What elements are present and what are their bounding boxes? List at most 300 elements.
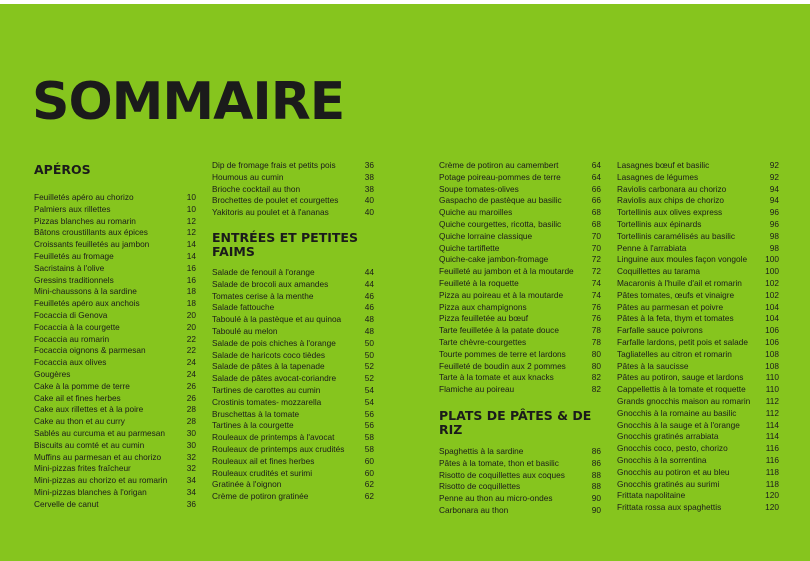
- page-number: 60: [364, 467, 374, 478]
- recipe-name: Penne au thon au micro-ondes: [439, 493, 553, 504]
- page-number: 64: [591, 171, 601, 182]
- page-number: 98: [769, 242, 779, 253]
- recipe-name: Gnocchis à la sorrentina: [617, 454, 707, 465]
- page-number: 58: [364, 443, 374, 454]
- recipe-name: Feuilleté de boudin aux 2 pommes: [439, 360, 566, 371]
- page-number: 48: [364, 314, 374, 325]
- recipe-name: Crème de potiron au camembert: [439, 160, 559, 170]
- recipe-name: Tomates cerise à la menthe: [212, 290, 314, 301]
- recipe-name: Gougères: [34, 368, 71, 379]
- toc-entry: [617, 290, 779, 302]
- recipe-name: Pâtes au parmesan et poivre: [617, 301, 724, 312]
- toc-entry: [212, 444, 374, 456]
- page-number: 88: [591, 481, 601, 492]
- page-number: 76: [591, 301, 601, 312]
- toc-entry: [617, 502, 779, 514]
- recipe-name: Sacristains à l'olive: [34, 262, 105, 273]
- page-number: 56: [364, 420, 374, 431]
- recipe-name: Pizza feuilletée au bœuf: [439, 313, 529, 324]
- toc-entry: [34, 227, 196, 239]
- recipe-name: Gnocchis gratinés arrabiata: [617, 431, 719, 442]
- toc-entry: [439, 278, 601, 290]
- toc-entry: [617, 479, 779, 491]
- page-number: 32: [186, 463, 196, 474]
- recipe-name: Croissants feuilletés au jambon: [34, 239, 150, 250]
- page-number: 82: [591, 372, 601, 383]
- page-number: 108: [765, 360, 779, 371]
- page-number: 70: [591, 230, 601, 241]
- toc-entry: [34, 475, 196, 487]
- toc-entry: [212, 291, 374, 303]
- recipe-name: Quiche tartiflette: [439, 242, 500, 253]
- toc-entry: [439, 313, 601, 325]
- page-number: 110: [765, 372, 779, 383]
- page-number: 58: [364, 432, 374, 443]
- recipe-name: Lasagnes de légumes: [617, 171, 699, 182]
- recipe-name: Gnocchis à la romaine au basilic: [617, 407, 737, 418]
- page-number: 112: [765, 395, 779, 406]
- toc-entry: [34, 239, 196, 251]
- recipe-name: Risotto de coquillettes: [439, 481, 521, 492]
- toc-entry: [34, 251, 196, 263]
- recipe-name: Rouleaux ail et fines herbes: [212, 455, 315, 466]
- section-title-entrees: ENTRÉES ET PETITES FAIMS: [212, 229, 358, 259]
- toc-entry: [617, 349, 779, 361]
- toc-column-3: [439, 160, 601, 517]
- page-number: 18: [186, 298, 196, 309]
- toc-column-2: [212, 160, 374, 503]
- toc-list-aperos-continued: [212, 160, 374, 219]
- toc-entry: [212, 184, 374, 196]
- page-number: 114: [765, 419, 779, 430]
- toc-entry: [34, 393, 196, 405]
- page-number: 44: [364, 278, 374, 289]
- toc-entry: [212, 326, 374, 338]
- page-number: 106: [765, 336, 779, 347]
- recipe-name: Crostinis tomates- mozzarella: [212, 396, 322, 407]
- toc-entry: [617, 443, 779, 455]
- recipe-name: Tarte feuilletée à la patate douce: [439, 325, 559, 336]
- toc-list-entrees: [212, 267, 374, 503]
- recipe-name: Tortellinis aux épinards: [617, 218, 702, 229]
- recipe-name: Bruschettas à la tomate: [212, 408, 300, 419]
- toc-column-1: [34, 163, 196, 511]
- toc-entry: [212, 420, 374, 432]
- recipe-name: Tarte chèvre-courgettes: [439, 336, 527, 347]
- page-number: 120: [765, 502, 779, 513]
- toc-entry: [212, 409, 374, 421]
- toc-entry: [439, 302, 601, 314]
- recipe-name: Gnocchis à la sauge et à l'orange: [617, 419, 740, 430]
- page-number: 48: [364, 325, 374, 336]
- toc-entry: [439, 361, 601, 373]
- page-number: 16: [186, 262, 196, 273]
- toc-entry: [439, 337, 601, 349]
- page-number: 54: [364, 396, 374, 407]
- recipe-name: Grands gnocchis maison au romarin: [617, 395, 751, 406]
- toc-entry: [439, 231, 601, 243]
- page-number: 34: [186, 475, 196, 486]
- recipe-name: Soupe tomates-olives: [439, 183, 519, 194]
- recipe-name: Feuilleté à la roquette: [439, 277, 519, 288]
- recipe-name: Feuilleté au jambon et à la moutarde: [439, 266, 574, 277]
- toc-entry: [34, 499, 196, 511]
- toc-entry: [212, 385, 374, 397]
- page-number: 18: [186, 286, 196, 297]
- toc-entry: [617, 195, 779, 207]
- recipe-name: Gnocchis coco, pesto, chorizo: [617, 443, 728, 454]
- toc-entry: [34, 310, 196, 322]
- toc-list-entrees-continued: [439, 160, 601, 396]
- page-number: 54: [364, 384, 374, 395]
- page-number: 46: [364, 290, 374, 301]
- toc-entry: [34, 192, 196, 204]
- recipe-name: Cervelle de canut: [34, 498, 99, 509]
- page-number: 62: [364, 491, 374, 502]
- toc-entry: [617, 467, 779, 479]
- recipe-name: Tortellinis caramélisés au basilic: [617, 230, 736, 241]
- toc-entry: [34, 428, 196, 440]
- page-number: 76: [591, 313, 601, 324]
- page-number: 10: [186, 192, 196, 202]
- recipe-name: Feuilletés au fromage: [34, 250, 114, 261]
- page-number: 104: [765, 313, 779, 324]
- recipe-name: Penne à l'arrabiata: [617, 242, 687, 253]
- page-number: 66: [591, 183, 601, 194]
- recipe-name: Gnocchis au potiron et au bleu: [617, 466, 730, 477]
- page-number: 16: [186, 274, 196, 285]
- page-number: 86: [591, 445, 601, 456]
- recipe-name: Mini-chaussons à la sardine: [34, 286, 137, 297]
- toc-entry: [212, 491, 374, 503]
- toc-entry: [34, 345, 196, 357]
- recipe-name: Lasagnes bœuf et basilic: [617, 160, 710, 170]
- page-number: 74: [591, 277, 601, 288]
- page-number: 100: [765, 266, 779, 277]
- toc-entry: [34, 416, 196, 428]
- toc-entry: [439, 481, 601, 493]
- toc-entry: [34, 487, 196, 499]
- page-number: 52: [364, 361, 374, 372]
- recipe-name: Gaspacho de pastèque au basilic: [439, 195, 562, 206]
- recipe-name: Tourte pommes de terre et lardons: [439, 348, 566, 359]
- page-number: 14: [186, 250, 196, 261]
- recipe-name: Tartines de carottes au cumin: [212, 384, 321, 395]
- toc-entry: [34, 369, 196, 381]
- toc-entry: [617, 172, 779, 184]
- page-number: 14: [186, 239, 196, 250]
- page-number: 92: [769, 171, 779, 182]
- page-number: 72: [591, 266, 601, 277]
- page-number: 114: [765, 431, 779, 442]
- recipe-name: Raviolis carbonara au chorizo: [617, 183, 727, 194]
- toc-entry: [617, 408, 779, 420]
- toc-entry: [617, 325, 779, 337]
- toc-entry: [439, 505, 601, 517]
- toc-entry: [212, 302, 374, 314]
- page-number: 22: [186, 333, 196, 344]
- recipe-name: Brochettes de poulet et courgettes: [212, 195, 339, 206]
- toc-entry: [212, 172, 374, 184]
- recipe-name: Mini-pizzas au chorizo et au romarin: [34, 475, 168, 486]
- recipe-name: Tarte à la tomate et aux knacks: [439, 372, 554, 383]
- recipe-name: Palmiers aux rillettes: [34, 203, 111, 214]
- recipe-name: Flamiche au poireau: [439, 384, 515, 395]
- page-number: 26: [186, 392, 196, 403]
- recipe-name: Dip de fromage frais et petits pois: [212, 160, 336, 170]
- toc-entry: [439, 207, 601, 219]
- toc-entry: [439, 470, 601, 482]
- recipe-name: Linguine aux moules façon vongole: [617, 254, 748, 265]
- page-number: 10: [186, 203, 196, 214]
- toc-entry: [617, 372, 779, 384]
- toc-entry: [212, 279, 374, 291]
- page-number: 28: [186, 404, 196, 415]
- toc-entry: [617, 219, 779, 231]
- recipe-name: Bâtons croustillants aux épices: [34, 227, 148, 238]
- page-number: 40: [364, 195, 374, 206]
- recipe-name: Risotto de coquillettes aux coques: [439, 469, 565, 480]
- recipe-name: Focaccia aux olives: [34, 357, 107, 368]
- toc-entry: [617, 278, 779, 290]
- toc-entry: [212, 160, 374, 172]
- recipe-name: Cake à la pomme de terre: [34, 380, 130, 391]
- page-number: 106: [765, 325, 779, 336]
- toc-entry: [34, 204, 196, 216]
- page-number: 96: [769, 207, 779, 218]
- page-number: 28: [186, 416, 196, 427]
- page-number: 38: [364, 183, 374, 194]
- toc-entry: [212, 373, 374, 385]
- recipe-name: Feuilletés apéro aux anchois: [34, 298, 140, 309]
- recipe-name: Pâtes à la tomate, thon et basilic: [439, 457, 559, 468]
- toc-list-pates-continued: [617, 160, 779, 514]
- page-number: 80: [591, 348, 601, 359]
- toc-entry: [439, 458, 601, 470]
- page-number: 40: [364, 207, 374, 218]
- toc-entry: [212, 397, 374, 409]
- toc-entry: [617, 207, 779, 219]
- page-number: 118: [765, 466, 779, 477]
- recipe-name: Focaccia au romarin: [34, 333, 110, 344]
- page-number: 96: [769, 218, 779, 229]
- toc-entry: [439, 384, 601, 396]
- recipe-name: Houmous au cumin: [212, 171, 284, 182]
- page-number: 120: [765, 490, 779, 501]
- toc-list-pates: [439, 446, 601, 517]
- recipe-name: Tagliatelles au citron et romarin: [617, 348, 732, 359]
- recipe-name: Spaghettis à la sardine: [439, 445, 524, 456]
- recipe-name: Gnocchis gratinés au surimi: [617, 478, 720, 489]
- page-number: 50: [364, 349, 374, 360]
- page-number: 118: [765, 478, 779, 489]
- recipe-name: Gratinée à l'oignon: [212, 479, 282, 490]
- page-number: 12: [186, 227, 196, 238]
- recipe-name: Coquillettes au tarama: [617, 266, 701, 277]
- page-number: 116: [765, 443, 779, 454]
- page-number: 82: [591, 384, 601, 395]
- toc-entry: [34, 357, 196, 369]
- toc-entry: [617, 396, 779, 408]
- toc-entry: [34, 404, 196, 416]
- toc-entry: [617, 184, 779, 196]
- recipe-name: Quiche courgettes, ricotta, basilic: [439, 218, 562, 229]
- page-number: 36: [364, 160, 374, 170]
- recipe-name: Salade de pâtes avocat-coriandre: [212, 373, 337, 384]
- toc-entry: [34, 463, 196, 475]
- page-number: 32: [186, 451, 196, 462]
- recipe-name: Pizzas blanches au romarin: [34, 215, 136, 226]
- recipe-name: Brioche cocktail au thon: [212, 183, 301, 194]
- recipe-name: Yakitoris au poulet et à l'ananas: [212, 207, 329, 218]
- page-number: 112: [765, 407, 779, 418]
- toc-entry: [439, 266, 601, 278]
- recipe-name: Quiche au maroilles: [439, 207, 513, 218]
- page-number: 116: [765, 454, 779, 465]
- recipe-name: Cake ail et fines herbes: [34, 392, 121, 403]
- toc-entry: [617, 337, 779, 349]
- page-number: 88: [591, 469, 601, 480]
- toc-entry: [617, 231, 779, 243]
- toc-entry: [212, 468, 374, 480]
- recipe-name: Farfalle lardons, petit pois et salade: [617, 336, 748, 347]
- page-number: 90: [591, 493, 601, 504]
- toc-entry: [34, 452, 196, 464]
- toc-entry: [439, 372, 601, 384]
- toc-entry: [617, 384, 779, 396]
- page-number: 46: [364, 302, 374, 313]
- recipe-name: Tortellinis aux olives express: [617, 207, 723, 218]
- recipe-name: Gressins traditionnels: [34, 274, 114, 285]
- toc-entry: [439, 172, 601, 184]
- toc-entry: [439, 493, 601, 505]
- recipe-name: Farfalle sauce poivrons: [617, 325, 703, 336]
- section-title-aperos: APÉROS: [34, 162, 91, 177]
- recipe-name: Salade fattouche: [212, 302, 275, 313]
- toc-entry: [617, 160, 779, 172]
- toc-entry: [34, 286, 196, 298]
- toc-entry: [617, 420, 779, 432]
- toc-entry: [212, 432, 374, 444]
- recipe-name: Focaccia di Genova: [34, 309, 108, 320]
- recipe-name: Taboulé à la pastèque et au quinoa: [212, 314, 342, 325]
- recipe-name: Pâtes à la feta, thym et tomates: [617, 313, 734, 324]
- page-number: 64: [591, 160, 601, 170]
- recipe-name: Rouleaux crudités et surimi: [212, 467, 313, 478]
- toc-entry: [34, 298, 196, 310]
- recipe-name: Frittata napolitaine: [617, 490, 686, 501]
- toc-entry: [212, 314, 374, 326]
- recipe-name: Crème de potiron gratinée: [212, 491, 309, 502]
- recipe-name: Raviolis aux chips de chorizo: [617, 195, 724, 206]
- recipe-name: Pâtes au potiron, sauge et lardons: [617, 372, 744, 383]
- toc-entry: [34, 381, 196, 393]
- recipe-name: Quiche-cake jambon-fromage: [439, 254, 549, 265]
- page-number: 34: [186, 486, 196, 497]
- page-number: 104: [765, 301, 779, 312]
- toc-entry: [617, 243, 779, 255]
- recipe-name: Biscuits au comté et au cumin: [34, 439, 145, 450]
- recipe-name: Quiche lorraine classique: [439, 230, 533, 241]
- page-title: SOMMAIRE: [32, 72, 345, 132]
- recipe-name: Salade de pâtes à la tapenade: [212, 361, 325, 372]
- recipe-name: Carbonara au thon: [439, 504, 509, 515]
- recipe-name: Tartines à la courgette: [212, 420, 294, 431]
- toc-entry: [439, 243, 601, 255]
- page-number: 98: [769, 230, 779, 241]
- page-number: 86: [591, 457, 601, 468]
- page-number: 72: [591, 254, 601, 265]
- page-number: 92: [769, 160, 779, 170]
- toc-entry: [34, 440, 196, 452]
- recipe-name: Sablés au curcuma et au parmesan: [34, 427, 165, 438]
- page-number: 102: [765, 289, 779, 300]
- toc-entry: [212, 350, 374, 362]
- page-number: 110: [765, 384, 779, 395]
- toc-entry: [212, 479, 374, 491]
- section-title-pates: PLATS DE PÂTES & DE RIZ: [439, 407, 592, 437]
- page-number: 50: [364, 337, 374, 348]
- recipe-name: Salade de fenouil à l'orange: [212, 266, 315, 277]
- toc-entry: [617, 490, 779, 502]
- page-number: 24: [186, 368, 196, 379]
- page-number: 26: [186, 380, 196, 391]
- toc-entry: [439, 325, 601, 337]
- recipe-name: Mini-pizzas blanches à l'origan: [34, 486, 147, 497]
- page-number: 56: [364, 408, 374, 419]
- recipe-name: Cake au thon et au curry: [34, 416, 125, 427]
- toc-entry: [617, 455, 779, 467]
- recipe-name: Cappellettis à la tomate et roquette: [617, 384, 746, 395]
- toc-list-aperos: [34, 192, 196, 511]
- toc-entry: [439, 195, 601, 207]
- page-number: 68: [591, 218, 601, 229]
- page-number: 68: [591, 207, 601, 218]
- page-number: 20: [186, 321, 196, 332]
- recipe-name: Pizza au poireau et à la moutarde: [439, 289, 564, 300]
- page-number: 94: [769, 183, 779, 194]
- page-number: 74: [591, 289, 601, 300]
- recipe-name: Frittata rossa aux spaghettis: [617, 502, 722, 513]
- toc-entry: [212, 338, 374, 350]
- page-number: 94: [769, 195, 779, 206]
- toc-entry: [212, 267, 374, 279]
- toc-entry: [212, 361, 374, 373]
- toc-entry: [34, 322, 196, 334]
- page-number: 108: [765, 348, 779, 359]
- toc-entry: [617, 302, 779, 314]
- recipe-name: Rouleaux de printemps aux crudités: [212, 443, 345, 454]
- page-number: 66: [591, 195, 601, 206]
- toc-entry: [617, 361, 779, 373]
- toc-entry: [34, 263, 196, 275]
- recipe-name: Potage poireau-pommes de terre: [439, 171, 561, 182]
- toc-entry: [617, 266, 779, 278]
- toc-entry: [439, 184, 601, 196]
- toc-entry: [212, 456, 374, 468]
- page-number: 44: [364, 266, 374, 277]
- recipe-name: Focaccia à la courgette: [34, 321, 120, 332]
- recipe-name: Taboulé au melon: [212, 325, 278, 336]
- page-number: 38: [364, 171, 374, 182]
- page-number: 30: [186, 427, 196, 438]
- toc-entry: [439, 160, 601, 172]
- page-number: 52: [364, 373, 374, 384]
- toc-entry: [34, 216, 196, 228]
- page-number: 70: [591, 242, 601, 253]
- page-number: 12: [186, 215, 196, 226]
- toc-entry: [212, 195, 374, 207]
